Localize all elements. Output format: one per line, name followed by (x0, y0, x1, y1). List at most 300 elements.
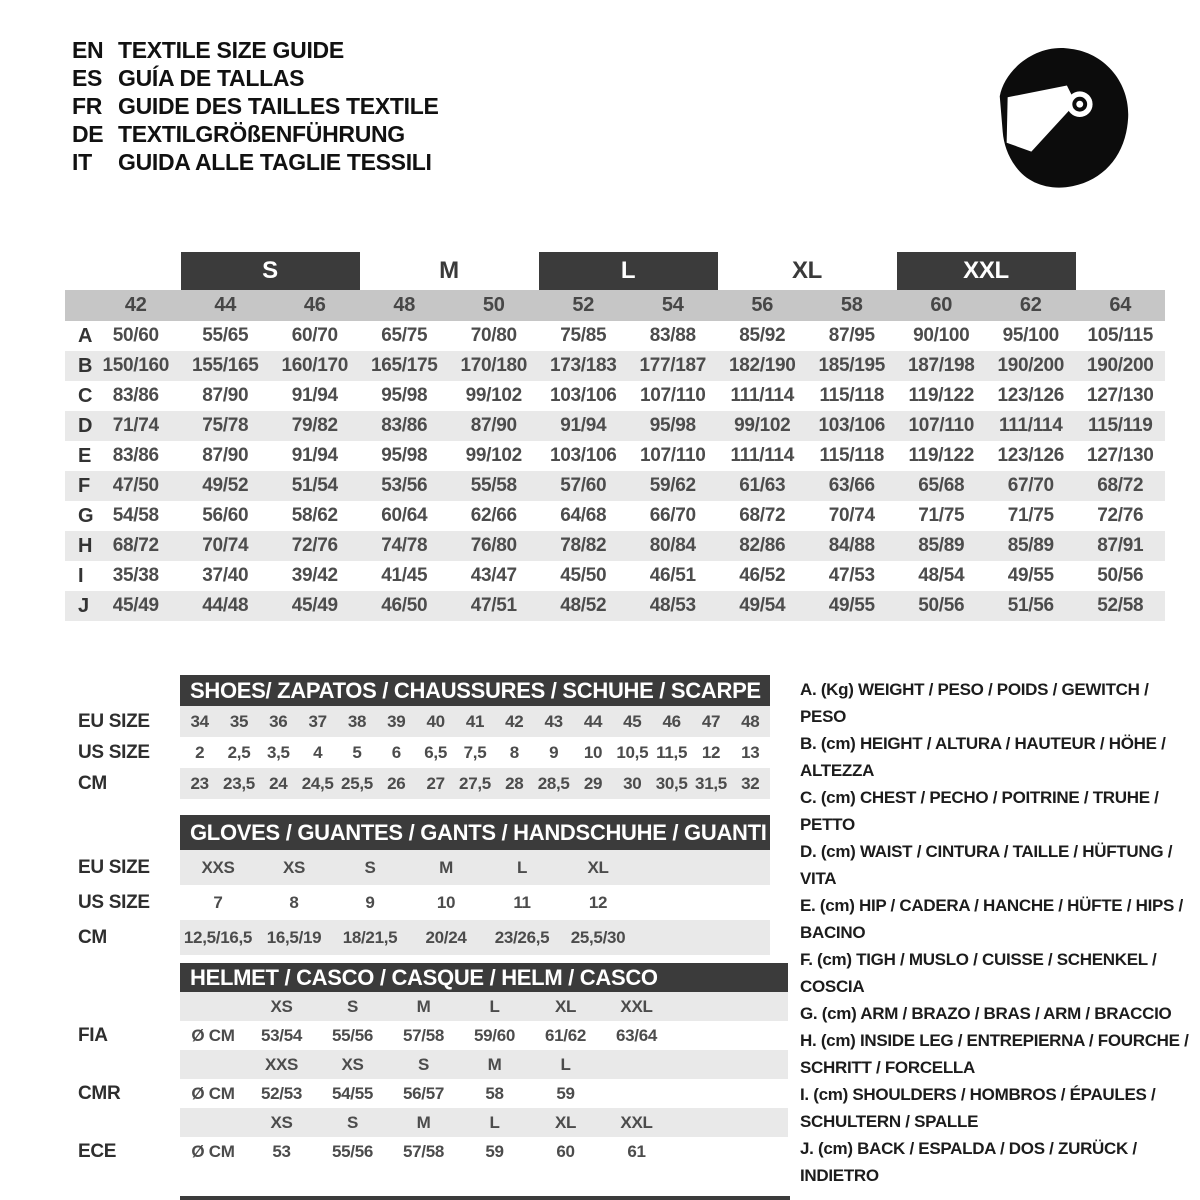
size-value: 47 (701, 711, 721, 731)
size-value: 18/21,5 (342, 927, 398, 947)
row-values (180, 850, 770, 885)
helmet-size-value: 52/53 (260, 1083, 303, 1103)
table-row (65, 706, 795, 737)
size-value: 36 (269, 711, 288, 731)
measurement-value: 71/75 (918, 505, 965, 526)
language-code: EN (72, 36, 104, 63)
measurement-row-i (65, 561, 1165, 591)
size-column-header: 52 (572, 294, 595, 316)
row-label: EU SIZE (78, 856, 150, 878)
measurement-value: 47/51 (470, 595, 517, 616)
measurement-value: 87/95 (828, 325, 875, 346)
measurement-value: 62/66 (470, 505, 517, 526)
helmet-size-header-row (65, 992, 795, 1021)
measurement-value: 155/165 (191, 355, 259, 376)
diameter-unit-label: Ø CM (191, 1083, 235, 1103)
size-value: 6 (391, 742, 401, 762)
size-group-xxl: XXL (897, 252, 1076, 290)
size-column-header: 56 (751, 294, 774, 316)
measurement-value: 111/114 (730, 385, 794, 406)
measurement-value: 51/54 (291, 475, 338, 496)
measurement-value: 60/70 (291, 325, 338, 346)
language-title: GUÍA DE TALLAS (118, 64, 305, 91)
measurement-value: 71/74 (112, 415, 159, 436)
size-value: 25,5 (341, 773, 373, 793)
size-group-s: S (181, 252, 360, 290)
helmet-standard-row-ece (65, 1137, 795, 1166)
measurement-value: 50/56 (1097, 565, 1144, 586)
measurement-value: 127/130 (1086, 385, 1154, 406)
size-value: 39 (387, 711, 406, 731)
measurement-value: 46/50 (381, 595, 428, 616)
measurement-value: 76/80 (470, 535, 517, 556)
measurement-value: 47/53 (828, 565, 875, 586)
measurement-value: 60/64 (381, 505, 428, 526)
measurement-value: 103/106 (549, 445, 617, 466)
measurement-value: 45/49 (291, 595, 338, 616)
language-row (72, 64, 439, 92)
measurement-value: 49/55 (1007, 565, 1054, 586)
size-value: M (439, 857, 453, 877)
gloves-table-title: GLOVES / GUANTES / GANTS / HANDSCHUHE / GUANTI (180, 815, 770, 850)
measurement-value: 52/58 (1097, 595, 1144, 616)
measurement-value: 87/90 (202, 385, 249, 406)
row-label: A (78, 324, 93, 347)
measurement-value: 85/92 (739, 325, 786, 346)
size-column-header: 46 (303, 294, 326, 316)
measurement-value: 111/114 (730, 445, 794, 466)
measurement-value: 37/40 (202, 565, 249, 586)
size-value: 5 (352, 742, 362, 762)
row-values (180, 885, 770, 920)
gloves-size-table (65, 815, 795, 955)
measurement-value: 45/49 (112, 595, 159, 616)
measurement-value: 84/88 (828, 535, 875, 556)
table-row (65, 920, 795, 955)
measurement-value: 48/54 (918, 565, 965, 586)
measurement-value: 49/52 (202, 475, 249, 496)
language-row (72, 120, 439, 148)
size-group-m: M (439, 257, 459, 284)
size-value: 10 (436, 892, 456, 912)
size-value: 2,5 (227, 742, 251, 762)
measurement-value: 59/62 (649, 475, 696, 496)
size-value: 34 (190, 711, 209, 731)
size-column-header-row (65, 290, 1165, 321)
measurement-value: 39/42 (291, 565, 338, 586)
measurement-value: 80/84 (649, 535, 696, 556)
measurement-value: 68/72 (739, 505, 786, 526)
table-row (65, 768, 795, 799)
measurement-value: 47/50 (112, 475, 159, 496)
size-value: 24 (269, 773, 288, 793)
measurement-value: 95/100 (1002, 325, 1059, 346)
measurement-value: 65/75 (381, 325, 428, 346)
row-label: B (78, 354, 93, 377)
measurement-value: 65/68 (918, 475, 965, 496)
size-column-header: 54 (661, 294, 684, 316)
size-value: 6,5 (424, 742, 448, 762)
language-title: GUIDA ALLE TAGLIE TESSILI (118, 148, 432, 175)
helmet-size-value: 53/54 (260, 1025, 303, 1045)
measurement-value: 41/45 (381, 565, 428, 586)
measurement-value: 187/198 (907, 355, 975, 376)
language-list (72, 36, 439, 176)
language-row (72, 36, 439, 64)
size-column-header: 58 (840, 294, 863, 316)
legend-item: F. (cm) TIGH / MUSLO / CUISSE / SCHENKEL / COSCIA (800, 950, 1157, 996)
helmet-size-value: 63/64 (615, 1025, 658, 1045)
size-value: 37 (308, 711, 327, 731)
measurement-value: 55/58 (470, 475, 517, 496)
legend-item: E. (cm) HIP / CADERA / HANCHE / HÜFTE / HIPS / BACINO (800, 896, 1183, 942)
size-column-header: 50 (482, 294, 505, 316)
helmet-title-row (65, 963, 795, 992)
measurement-value: 115/118 (819, 385, 884, 406)
row-label: H (78, 534, 93, 557)
measurement-value: 95/98 (649, 415, 696, 436)
measurement-value: 91/94 (291, 385, 338, 406)
measurement-value: 127/130 (1086, 445, 1154, 466)
measurement-value: 99/102 (734, 415, 791, 436)
language-title: TEXTILE SIZE GUIDE (118, 36, 344, 63)
language-code: ES (72, 64, 103, 91)
legend-item: A. (Kg) WEIGHT / PESO / POIDS / GEWITCH / PESO (800, 680, 1149, 726)
standard-label: FIA (78, 1024, 108, 1046)
shoes-size-table (65, 675, 795, 799)
row-values (180, 737, 770, 768)
helmet-size-value: 54/55 (331, 1083, 374, 1103)
size-value: 9 (549, 742, 559, 762)
helmet-values (180, 1079, 788, 1108)
measurement-value: 185/195 (818, 355, 886, 376)
measurement-value: 190/200 (997, 355, 1065, 376)
measurement-value: 67/70 (1007, 475, 1054, 496)
helmet-size-value: 57/58 (402, 1025, 445, 1045)
measurement-row-f (65, 471, 1165, 501)
measurement-value: 64/68 (560, 505, 607, 526)
measurement-value: 57/60 (560, 475, 607, 496)
size-column-header: 42 (124, 294, 147, 316)
helmet-sizes (180, 1108, 788, 1137)
size-value: 26 (387, 773, 406, 793)
size-value: 11,5 (656, 742, 688, 762)
measurement-value: 95/98 (381, 445, 428, 466)
row-label: F (78, 474, 90, 497)
helmet-size-value: 55/56 (331, 1141, 374, 1161)
helmet-size-value: 57/58 (402, 1141, 445, 1161)
size-value: 27 (426, 773, 445, 793)
legend-item: J. (cm) BACK / ESPALDA / DOS / ZURÜCK / INDIETRO (800, 1139, 1137, 1185)
language-code: DE (72, 120, 104, 147)
language-title: TEXTILGRÖßENFÜHRUNG (118, 120, 405, 147)
helmet-size-header-row (65, 1050, 795, 1079)
helmet-size-label: XS (270, 996, 293, 1016)
size-value: 7 (213, 892, 223, 912)
row-label: EU SIZE (78, 710, 150, 732)
measurement-value: 49/54 (739, 595, 786, 616)
measurement-value: 66/70 (649, 505, 696, 526)
measurement-value: 111/114 (999, 415, 1063, 436)
size-value: XL (587, 857, 609, 877)
measurement-value: 35/38 (112, 565, 159, 586)
measurement-value: 46/51 (649, 565, 696, 586)
shoes-title-row (65, 675, 795, 706)
size-value: 48 (741, 711, 760, 731)
row-label: J (78, 594, 89, 617)
legend-item: G. (cm) ARM / BRAZO / BRAS / ARM / BRACCIO (800, 1004, 1172, 1023)
measurement-value: 75/78 (202, 415, 249, 436)
measurement-value: 115/118 (819, 445, 884, 466)
accessory-tables (65, 675, 795, 1166)
size-value: 12 (588, 892, 608, 912)
size-value: 30 (623, 773, 642, 793)
measurement-value: 79/82 (291, 415, 338, 436)
measurement-value: 107/110 (908, 415, 975, 436)
helmet-size-table (65, 963, 795, 1166)
size-group-l: L (539, 252, 718, 290)
measurement-value: 91/94 (291, 445, 338, 466)
measurement-value: 123/126 (997, 385, 1065, 406)
size-value: XS (282, 857, 306, 877)
language-code: IT (72, 148, 92, 175)
textile-table-body (65, 321, 1165, 621)
measurement-legend (800, 676, 1198, 1189)
row-label: US SIZE (78, 891, 150, 913)
measurement-value: 190/200 (1086, 355, 1154, 376)
measurement-value: 45/50 (560, 565, 607, 586)
measurement-row-j (65, 591, 1165, 621)
language-row (72, 148, 439, 176)
legend-item: B. (cm) HEIGHT / ALTURA / HAUTEUR / HÖHE / ALTEZZA (800, 734, 1166, 780)
textile-size-table (65, 252, 1165, 621)
row-label: CM (78, 772, 107, 794)
helmet-size-value: 59/60 (473, 1025, 516, 1045)
measurement-row-h (65, 531, 1165, 561)
measurement-value: 68/72 (1097, 475, 1144, 496)
measurement-value: 51/56 (1007, 595, 1054, 616)
row-values (180, 768, 770, 799)
size-value: 23 (190, 773, 209, 793)
size-value: 11 (513, 892, 531, 912)
measurement-value: 75/85 (560, 325, 607, 346)
size-value: 23/26,5 (494, 927, 550, 947)
helmet-size-label: XS (270, 1112, 293, 1132)
measurement-value: 43/47 (470, 565, 517, 586)
measurement-value: 87/90 (470, 415, 517, 436)
measurement-value: 63/66 (828, 475, 875, 496)
measurement-value: 70/74 (202, 535, 249, 556)
size-value: 42 (505, 711, 524, 731)
measurement-value: 107/110 (639, 445, 706, 466)
gloves-title-row (65, 815, 795, 850)
measurement-value: 99/102 (465, 445, 522, 466)
table-row (65, 737, 795, 768)
measurement-value: 173/183 (549, 355, 617, 376)
measurement-value: 46/52 (739, 565, 786, 586)
measurement-value: 85/89 (1007, 535, 1054, 556)
legend-item: C. (cm) CHEST / PECHO / POITRINE / TRUHE / PETTO (800, 788, 1159, 834)
measurement-value: 70/80 (470, 325, 517, 346)
size-value: 25,5/30 (570, 927, 626, 947)
size-value: 32 (741, 773, 760, 793)
helmet-standard-row-fia (65, 1021, 795, 1050)
language-code: FR (72, 92, 103, 119)
helmet-size-value: 55/56 (331, 1025, 374, 1045)
helmet-size-label: XXL (620, 1112, 653, 1132)
helmet-size-label: M (416, 996, 431, 1016)
helmet-size-label: XL (554, 1112, 577, 1132)
size-column-header: 62 (1019, 294, 1042, 316)
measurement-value: 90/100 (913, 325, 970, 346)
measurement-value: 95/98 (381, 385, 428, 406)
clipped-bottom-bar (180, 1196, 790, 1200)
size-value: 40 (426, 711, 445, 731)
size-value: 16,5/19 (266, 927, 322, 947)
measurement-value: 72/76 (291, 535, 338, 556)
size-group-header-row (65, 252, 1165, 290)
language-row (72, 92, 439, 120)
diameter-unit-label: Ø CM (191, 1025, 235, 1045)
size-group-xl: XL (791, 257, 823, 284)
size-value: 12,5/16,5 (183, 927, 253, 947)
row-label: CM (78, 926, 107, 948)
measurement-value: 123/126 (997, 445, 1065, 466)
measurement-value: 53/56 (381, 475, 428, 496)
measurement-value: 119/122 (908, 445, 975, 466)
size-value: 10 (583, 742, 603, 762)
helmet-values (180, 1137, 788, 1166)
measurement-value: 54/58 (112, 505, 159, 526)
helmet-size-label: M (416, 1112, 431, 1132)
size-value: S (364, 857, 376, 877)
row-label: G (78, 504, 94, 527)
table-row (65, 885, 795, 920)
helmet-size-label: XS (341, 1054, 364, 1074)
row-label: I (78, 564, 84, 587)
measurement-row-e (65, 441, 1165, 471)
measurement-value: 170/180 (460, 355, 528, 376)
size-value: 29 (583, 773, 603, 793)
row-label: C (78, 384, 93, 407)
helmet-size-value: 56/57 (402, 1083, 445, 1103)
helmet-table-title: HELMET / CASCO / CASQUE / HELM / CASCO (180, 963, 788, 992)
measurement-value: 107/110 (639, 385, 706, 406)
measurement-value: 48/52 (560, 595, 607, 616)
measurement-value: 58/62 (291, 505, 338, 526)
measurement-value: 87/91 (1097, 535, 1144, 556)
size-value: 43 (544, 711, 563, 731)
size-value: 45 (623, 711, 642, 731)
helmet-size-value: 61 (627, 1141, 646, 1161)
measurement-value: 82/86 (739, 535, 786, 556)
measurement-value: 68/72 (112, 535, 159, 556)
size-value: 27,5 (459, 773, 491, 793)
size-column-header: 60 (930, 294, 953, 316)
helmet-size-value: 59 (556, 1083, 575, 1103)
measurement-value: 48/53 (649, 595, 696, 616)
measurement-value: 103/106 (818, 415, 886, 436)
helmet-size-value: 53 (272, 1141, 291, 1161)
measurement-value: 115/119 (1088, 415, 1153, 436)
size-value: 3,5 (266, 742, 290, 762)
measurement-value: 61/63 (739, 475, 786, 496)
standard-label: CMR (78, 1082, 121, 1104)
helmet-values (180, 1021, 788, 1050)
shoes-table-title: SHOES/ ZAPATOS / CHAUSSURES / SCHUHE / SCARPE (180, 675, 770, 706)
measurement-value: 50/60 (112, 325, 159, 346)
size-value: 28 (505, 773, 524, 793)
helmet-size-label: XL (554, 996, 577, 1016)
helmet-size-label: S (346, 1112, 359, 1132)
row-label: US SIZE (78, 741, 150, 763)
legend-item: H. (cm) INSIDE LEG / ENTREPIERNA / FOURCHE / SCHRITT / FORCELLA (800, 1031, 1189, 1077)
helmet-standard-row-cmr (65, 1079, 795, 1108)
measurement-row-a (65, 321, 1165, 351)
helmet-sizes (180, 1050, 788, 1079)
measurement-row-c (65, 381, 1165, 411)
measurement-value: 119/122 (908, 385, 975, 406)
measurement-value: 70/74 (828, 505, 875, 526)
helmet-table-body (65, 992, 795, 1166)
racing-helmet-icon (980, 34, 1138, 206)
measurement-value: 55/65 (202, 325, 249, 346)
size-value: 30,5 (655, 773, 688, 793)
measurement-value: 160/170 (281, 355, 349, 376)
size-value: 13 (741, 742, 760, 762)
measurement-value: 72/76 (1097, 505, 1144, 526)
measurement-value: 83/88 (649, 325, 696, 346)
size-column-header: 48 (393, 294, 416, 316)
measurement-value: 83/86 (112, 445, 159, 466)
size-value: 8 (289, 892, 299, 912)
size-value: 10,5 (616, 742, 649, 762)
helmet-size-label: L (489, 996, 500, 1016)
measurement-row-d (65, 411, 1165, 441)
measurement-value: 74/78 (381, 535, 428, 556)
row-label: E (78, 444, 92, 467)
measurement-value: 56/60 (202, 505, 249, 526)
helmet-size-label: L (489, 1112, 500, 1132)
measurement-value: 71/75 (1007, 505, 1054, 526)
size-value: 46 (662, 711, 681, 731)
helmet-sizes (180, 992, 788, 1021)
measurement-value: 150/160 (102, 355, 170, 376)
size-value: 24,5 (301, 773, 334, 793)
measurement-value: 105/115 (1087, 325, 1154, 346)
measurement-value: 177/187 (639, 355, 707, 376)
row-label: D (78, 414, 93, 437)
row-values (180, 920, 770, 955)
measurement-value: 83/86 (381, 415, 428, 436)
size-value: XXS (201, 857, 235, 877)
size-column-header: 64 (1109, 294, 1132, 316)
helmet-size-value: 61/62 (544, 1025, 587, 1045)
helmet-size-label: M (487, 1054, 502, 1074)
measurement-value: 83/86 (112, 385, 159, 406)
measurement-value: 49/55 (828, 595, 875, 616)
helmet-size-label: S (346, 996, 359, 1016)
measurement-value: 85/89 (918, 535, 965, 556)
measurement-value: 78/82 (560, 535, 607, 556)
size-column-header: 44 (214, 294, 237, 316)
size-value: 4 (313, 742, 323, 762)
size-value: L (516, 857, 528, 877)
language-title: GUIDE DES TAILLES TEXTILE (118, 92, 439, 119)
legend-item: D. (cm) WAIST / CINTURA / TAILLE / HÜFTUNG / VITA (800, 842, 1173, 888)
helmet-size-label: XXS (264, 1054, 299, 1074)
measurement-row-g (65, 501, 1165, 531)
